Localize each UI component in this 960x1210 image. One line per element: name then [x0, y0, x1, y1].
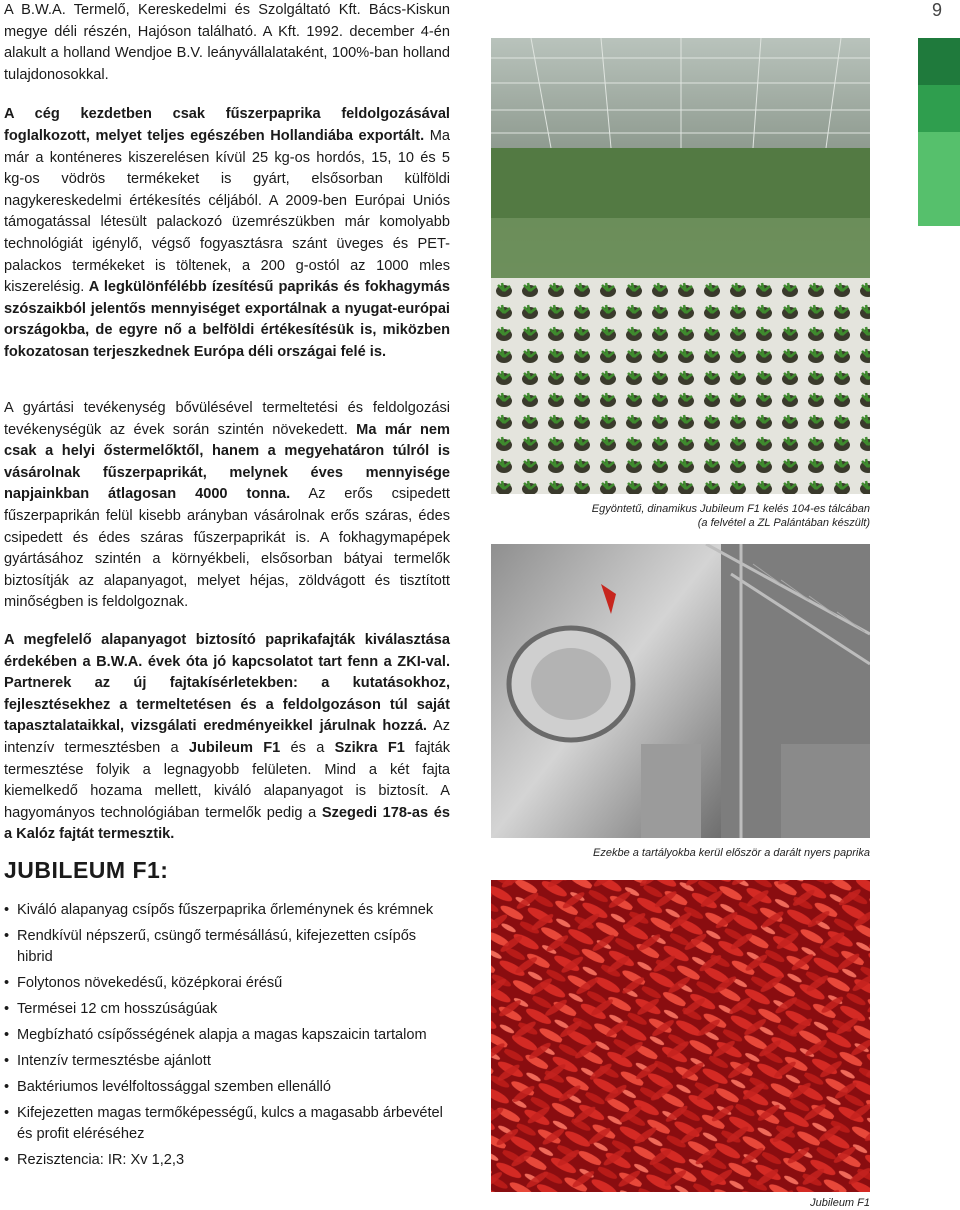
variety-bold-4: Szegedi 178-as és a Kalóz fajtát termesztik. [4, 804, 451, 843]
feature-item: • Kifejezetten magas termőképességű, kulcs a magasabb árbevétel és profit eléréséhez [4, 1103, 450, 1146]
variety-paragraph [4, 630, 450, 846]
pepper-image [491, 880, 870, 1192]
feature-item: • Baktériumos levélfoltossággal szemben ellenálló [4, 1077, 450, 1099]
greenhouse-caption [592, 502, 870, 530]
company-bold-1: A cég kezdetben csak fűszerpaprika feldolgozásával foglalkozott, melyet teljes egészében Hollandiába exportált. [4, 106, 450, 144]
feature-item: • Folytonos növekedésű, középkorai érésű [4, 973, 450, 995]
company-paragraph [4, 104, 450, 363]
production-text-1: A gyártási tevékenység bővülésével termeltetési és feldolgozási tevékenységük az évek során szintén növekedett. [4, 400, 450, 438]
pepper-caption: Jubileum F1 [810, 1197, 870, 1209]
intro-paragraph: A B.W.A. Termelő, Kereskedelmi és Szolgáltató Kft. Bács-Kiskun megye déli részén, Hajóson található. A Kft. 1992. december 4-én alakult a holland Wendjoe B.V. leányvállalataként, 100%-ban holland tulajdonosokkal. [4, 2, 450, 83]
tank-caption: Ezekbe a tartályokba kerül először a darált nyers paprika [593, 847, 870, 859]
variety-bold-2: Jubileum F1 [188, 739, 281, 756]
feature-item: • Termései 12 cm hosszúságúak [4, 999, 450, 1021]
production-text-2: Az erős csipedett fűszerpaprikán felül kisebb arányban vásárolnak erős száras, édes csipedett és édes száras fűszerpaprikát is. A fokhagymapépek gyártásához szintén a környékbeli, elsősorban bátyai termelők biztosítják az alapanyagot, melyet héjas, zöldvágott és tisztított minőségben is feldolgoznak. [4, 486, 450, 611]
tank-image [491, 544, 870, 838]
variety-text-1: Az intenzív termesztésben a [4, 718, 451, 756]
tab-light-2 [918, 179, 960, 226]
intro-section [4, 0, 450, 364]
feature-item: • Rendkívül népszerű, csüngő termésállású, kifejezetten csípős hibrid [4, 926, 450, 969]
tab-dark [918, 38, 960, 85]
variety-text-2: és a [280, 739, 335, 756]
tab-light-1 [918, 132, 960, 179]
greenhouse-image [491, 38, 870, 494]
tank-photo [491, 544, 870, 838]
greenhouse-photo [491, 38, 870, 494]
production-bold: Ma már nem csak a helyi őstermelőktől, hanem a megyehatáron túlról is vásárolnak fűszerpaprikát, melynek éves mennyisége napjainkban átlagosan 4000 tonna. [4, 421, 450, 503]
feature-list [4, 900, 450, 1176]
variety-text-3: fajták termesztése folyik a legnagyobb felületen. Mind a két fajta kiemelkedő hozama mellett, kiváló alapanyagot is biztosít. A hagyományos technológiában termelők pedig a [4, 739, 451, 821]
company-bold-2: A legkülönfélébb ízesítésű paprikás és fokhagymás szószaikból jelentős mennyiséget exportálnak a nyugat-európai országokba, de egyre nő a belföldi értékesítésük is, miközben fokozatosan terjeszkednek Európa déli országai felé is. [4, 279, 450, 360]
production-section [4, 398, 450, 614]
greenhouse-caption-line-1: Egyöntetű, dinamikus Jubileum F1 kelés 104-es tálcában [591, 503, 870, 515]
production-paragraph [4, 398, 450, 614]
company-text: Ma már a konténeres kiszerelésen kívül 25 kg-os hordós, 15, 10 és 5 kg-os vödrös termékeket is gyárt, elsősorban külföldi nagykereskedelmi értékesítés céljából. A 2009-ben Európai Uniós támogatással létesült palackozó üzemrészükben már komolyabb technológiát igénylő, végső fogyasztásra szánt üveges és PET-palackos termékeket is töltenek, a 200 g-ostól az 1000 mles kiszerelésig. [4, 127, 451, 296]
variety-bold-1: A megfelelő alapanyagot biztosító paprikafajták kiválasztása érdekében a B.W.A. évek óta jó kapcsolatot tart fenn a ZKI-val. Partnerek az új fajtakísérletekben: a kutatásokhoz, fejlesztésekhez a termeltetésen és a feldolgozáson túl saját tapasztalataikkal, vizsgálati eredményeikkel járulnak hozzá. [4, 632, 450, 735]
jubileum-heading: JUBILEUM F1: [4, 857, 169, 883]
feature-item: • Kiváló alapanyag csípős fűszerpaprika őrleménynek és krémnek [4, 900, 450, 922]
variety-bold-3: Szikra F1 [334, 739, 405, 756]
page-number: 9 [931, 0, 942, 20]
greenhouse-caption-line-2: (a felvétel a ZL Palántában készült) [697, 517, 870, 529]
feature-item: • Intenzív termesztésbe ajánlott [4, 1051, 450, 1073]
feature-item: • Megbízható csípősségének alapja a magas kapszaicin tartalom [4, 1025, 450, 1047]
feature-item: • Rezisztencia: IR: Xv 1,2,3 [4, 1150, 450, 1172]
section-tabs [918, 38, 960, 226]
tab-mid [918, 85, 960, 132]
pepper-photo [491, 880, 870, 1192]
variety-section [4, 630, 450, 846]
